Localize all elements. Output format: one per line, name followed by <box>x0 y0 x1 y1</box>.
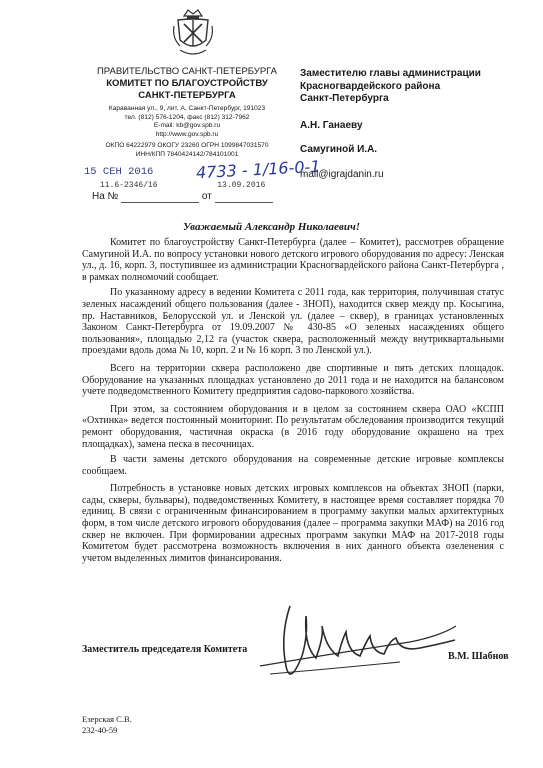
paragraph-1: Комитет по благоустройству Санкт-Петербурга (далее – Комитет), рассмотрев обращение Самугиной И.А. по вопросу установки нового детского игрового оборудования по адресу: Ленская ул., д. 16, корп. 3, поступившее из администрации Красногвардейского района Санкт-Петербурга , в рамках полномочий сообщает. <box>82 237 504 283</box>
paragraph-5: В части замены детского оборудования на современные детские игровые комплексы сообщаем. <box>82 454 504 477</box>
recipient-block <box>300 68 530 181</box>
committee-title-line1: КОМИТЕТ ПО БЛАГОУСТРОЙСТВУ <box>106 78 268 89</box>
ot-label: от <box>201 191 212 202</box>
outgoing-reg-line <box>100 181 265 190</box>
executor-phone: 232-40-59 <box>82 725 118 735</box>
handwritten-reg-number: 4733 - 1/16-0-1 <box>195 156 321 183</box>
paragraph-2: По указанному адресу в ведении Комитета с 2011 года, как территория, получившая статус зеленых насаждений общего пользования (далее - ЗНОП), находится сквер между пр. Косыгина, пр. Наставников, Белорусской ул. и Ленской ул. (далее – сквер), в границах установленных Законом Санкт-Петербурга от 19.09.2007 № 430-85 «О зеленых насаждениях общего пользования», площадью 2,12 га (участок сквера, расположенный между внутриквартальными проездами вдоль дома № 10, корп. 2 и № 16 корп. 3 по Ленской ул.). <box>82 287 504 357</box>
sender-header <box>62 66 312 160</box>
na-label: На № <box>92 191 119 202</box>
recipient-email: mail@igrajdanin.ru <box>300 168 384 180</box>
paragraph-3: Всего на территории сквера расположено две спортивные и пять детских площадок. Оборудование на указанных площадках установлено до 2011 года и не находится на балансовом учете подведомственного Комитету предприятия садово-паркового хозяйства. <box>82 362 504 398</box>
government-title: ПРАВИТЕЛЬСТВО САНКТ-ПЕТЕРБУРГА <box>96 66 278 77</box>
recipient-name2: Самугиной И.А. <box>300 144 378 155</box>
recipient-name1: А.Н. Ганаеву <box>300 119 363 131</box>
sender-phone: тел. (812) 576-1204, факс (812) 312-7962 <box>124 113 250 121</box>
executor-name: Езерская С.В. <box>82 714 132 724</box>
sender-codes-1: ОКПО 64222979 ОКОГУ 23260 ОГРН 1099847031570 <box>105 142 269 150</box>
coat-of-arms-icon <box>170 6 216 58</box>
reference-line <box>92 191 273 203</box>
incoming-stamp-date: 15 СЕН 2016 <box>84 166 154 178</box>
recipient-line1: Заместителю главы администрации <box>300 68 481 79</box>
letter-body <box>82 237 504 568</box>
sender-address: Караванная ул., 9, лит. А, Санкт-Петербург, 191023 <box>108 105 266 112</box>
sender-codes-2: ИНН/КПП 7840424142/784101001 <box>135 150 239 158</box>
paragraph-6: Потребность в установке новых детских игровых комплексов на объектах ЗНОП (парки, сады, скверы, бульвары), подведомственных Комитету, в настоящее время составляет порядка 70 единиц. В связи с ограниченным финансированием в программу закупки малых архитектурных форм, в том числе детского игрового оборудования (далее – программа закупки МАФ) на 2016 год сквер не включен. При формировании адресных программ закупки МАФ на 2017-2018 годы Комитетом будет рассмотрена возможность включения в них данного объекта озеленения с учетом выделенных лимитов финансирования. <box>82 483 504 564</box>
sender-email: E-mail: kb@gov.spb.ru <box>153 122 221 130</box>
reg-date: 13.09.2016 <box>217 181 266 190</box>
reg-number: 11.6-2346/16 <box>100 181 158 190</box>
committee-title-line2: САНКТ-ПЕТЕРБУРГА <box>138 90 236 101</box>
signatory-name: В.М. Шабнов <box>448 651 509 662</box>
signatory-position: Заместитель председателя Комитета <box>82 644 248 655</box>
sender-web: http://www.gov.spb.ru <box>155 130 219 138</box>
paragraph-4: При этом, за состоянием оборудования и в целом за состоянием сквера ОАО «КСПП «Охтинка» ведется постоянный мониторинг. По результатам обследования производится текущий ремонт оборудования, частичная окраска (в 2016 году оборудование окрашено на трех площадках), замена песка в песочницах. <box>82 403 504 450</box>
handwritten-signature <box>250 596 460 692</box>
greeting: Уважаемый Александр Николаевич! <box>182 221 361 233</box>
recipient-line2: Красногвардейского района <box>300 80 441 92</box>
recipient-line3: Санкт-Петербурга <box>300 93 389 104</box>
executor-block <box>82 714 132 736</box>
